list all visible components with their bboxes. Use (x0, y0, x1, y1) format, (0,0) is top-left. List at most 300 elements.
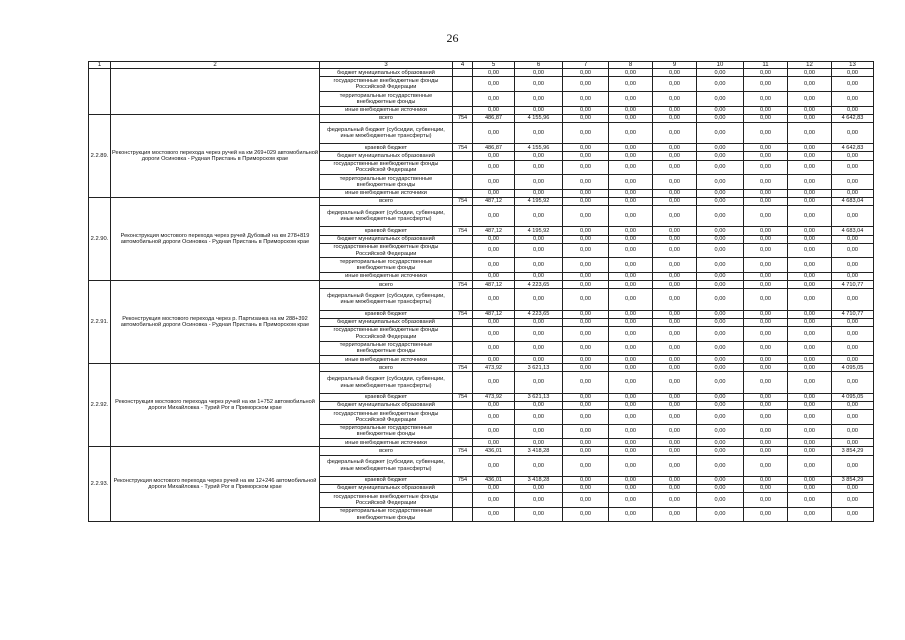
value-cell: 473,92 (473, 364, 515, 372)
category-code-cell (453, 318, 473, 326)
funding-source-cell: всего (320, 114, 453, 122)
category-code-cell: 754 (453, 281, 473, 289)
value-cell: 0,00 (515, 493, 563, 508)
value-cell: 0,00 (653, 326, 697, 341)
value-cell: 0,00 (609, 493, 653, 508)
value-cell: 4 155,96 (515, 114, 563, 122)
funding-source-cell: всего (320, 364, 453, 372)
value-cell: 0,00 (653, 447, 697, 455)
value-cell: 0,00 (563, 401, 609, 409)
value-cell: 0,00 (609, 160, 653, 175)
value-cell: 0,00 (744, 356, 788, 364)
category-code-cell: 754 (453, 144, 473, 152)
item-name-cell (111, 69, 320, 115)
value-cell: 0,00 (697, 424, 744, 439)
value-cell: 0,00 (744, 439, 788, 447)
value-cell: 0,00 (697, 455, 744, 476)
table-row (89, 114, 874, 122)
value-cell: 0,00 (515, 235, 563, 243)
value-cell: 0,00 (609, 476, 653, 484)
funding-source-cell: территориальные государственные внебюджетные фонды (320, 258, 453, 273)
value-cell: 0,00 (473, 424, 515, 439)
item-name-cell: Реконструкция мостового перехода через ручей на км 269+029 автомобильной дороги Осиновка - Рудная Пристань в Приморском крае (111, 114, 320, 197)
item-code-cell (89, 69, 111, 115)
value-cell: 0,00 (563, 455, 609, 476)
value-cell: 0,00 (563, 189, 609, 197)
item-code-cell: 2.2.92. (89, 364, 111, 447)
value-cell: 0,00 (788, 206, 832, 227)
value-cell: 0,00 (609, 409, 653, 424)
value-cell: 0,00 (697, 206, 744, 227)
value-cell: 0,00 (609, 206, 653, 227)
value-cell: 0,00 (473, 273, 515, 281)
value-cell: 0,00 (788, 106, 832, 114)
value-cell: 0,00 (744, 507, 788, 522)
funding-source-cell: государственные внебюджетные фонды Российской Федерации (320, 160, 453, 175)
value-cell: 0,00 (697, 69, 744, 77)
value-cell: 0,00 (563, 493, 609, 508)
value-cell: 0,00 (788, 476, 832, 484)
value-cell: 0,00 (609, 310, 653, 318)
value-cell: 0,00 (744, 493, 788, 508)
value-cell: 473,92 (473, 393, 515, 401)
category-code-cell (453, 122, 473, 143)
value-cell: 0,00 (832, 455, 874, 476)
value-cell: 0,00 (788, 341, 832, 356)
value-cell: 0,00 (515, 122, 563, 143)
header-row (89, 62, 874, 69)
value-cell: 0,00 (473, 455, 515, 476)
value-cell: 0,00 (788, 198, 832, 206)
value-cell: 0,00 (697, 198, 744, 206)
value-cell: 0,00 (832, 409, 874, 424)
value-cell: 0,00 (515, 424, 563, 439)
value-cell: 0,00 (609, 455, 653, 476)
value-cell: 0,00 (473, 175, 515, 190)
category-code-cell (453, 485, 473, 493)
value-cell: 0,00 (609, 69, 653, 77)
header-cell: 13 (832, 62, 874, 69)
value-cell: 0,00 (515, 289, 563, 310)
value-cell: 0,00 (473, 356, 515, 364)
value-cell: 0,00 (653, 152, 697, 160)
value-cell: 0,00 (832, 106, 874, 114)
value-cell: 0,00 (609, 364, 653, 372)
value-cell: 0,00 (744, 310, 788, 318)
value-cell: 0,00 (697, 476, 744, 484)
value-cell: 0,00 (563, 326, 609, 341)
item-name-cell: Реконструкция мостового перехода через р. Партизанка на км 288+392 автомобильной дороги Осиновка - Рудная Пристань в Приморском крае (111, 281, 320, 364)
value-cell: 0,00 (744, 160, 788, 175)
value-cell: 0,00 (563, 372, 609, 393)
value-cell: 0,00 (563, 122, 609, 143)
value-cell: 0,00 (653, 189, 697, 197)
value-cell: 0,00 (609, 77, 653, 92)
category-code-cell: 754 (453, 447, 473, 455)
value-cell: 0,00 (697, 447, 744, 455)
value-cell: 0,00 (609, 189, 653, 197)
value-cell: 0,00 (473, 235, 515, 243)
value-cell: 4 710,77 (832, 281, 874, 289)
value-cell: 0,00 (609, 326, 653, 341)
value-cell: 0,00 (697, 106, 744, 114)
value-cell: 0,00 (788, 439, 832, 447)
category-code-cell (453, 206, 473, 227)
category-code-cell: 754 (453, 364, 473, 372)
value-cell: 0,00 (832, 356, 874, 364)
category-code-cell: 754 (453, 227, 473, 235)
funding-source-cell: иные внебюджетные источники (320, 106, 453, 114)
value-cell: 0,00 (515, 69, 563, 77)
value-cell: 0,00 (609, 401, 653, 409)
value-cell: 3 854,29 (832, 447, 874, 455)
value-cell: 0,00 (609, 393, 653, 401)
value-cell: 0,00 (832, 92, 874, 107)
value-cell: 0,00 (744, 175, 788, 190)
value-cell: 0,00 (744, 455, 788, 476)
value-cell: 0,00 (832, 152, 874, 160)
value-cell: 0,00 (744, 281, 788, 289)
value-cell: 0,00 (473, 289, 515, 310)
value-cell: 0,00 (515, 372, 563, 393)
funding-source-cell: федеральный бюджет (субсидии, субвенции, иные межбюджетные трансферты) (320, 122, 453, 143)
value-cell: 0,00 (473, 243, 515, 258)
funding-source-cell: федеральный бюджет (субсидии, субвенции, иные межбюджетные трансферты) (320, 289, 453, 310)
value-cell: 0,00 (515, 77, 563, 92)
value-cell: 0,00 (609, 235, 653, 243)
value-cell: 0,00 (653, 424, 697, 439)
value-cell: 436,01 (473, 476, 515, 484)
value-cell: 0,00 (832, 235, 874, 243)
value-cell: 0,00 (744, 401, 788, 409)
value-cell: 0,00 (609, 507, 653, 522)
value-cell: 486,87 (473, 114, 515, 122)
value-cell: 0,00 (697, 258, 744, 273)
value-cell: 0,00 (788, 122, 832, 143)
item-code-cell: 2.2.89. (89, 114, 111, 197)
value-cell: 0,00 (473, 69, 515, 77)
value-cell: 0,00 (609, 175, 653, 190)
value-cell: 0,00 (653, 372, 697, 393)
value-cell: 0,00 (832, 175, 874, 190)
value-cell: 0,00 (697, 401, 744, 409)
category-code-cell (453, 372, 473, 393)
value-cell: 0,00 (744, 69, 788, 77)
value-cell: 0,00 (563, 206, 609, 227)
funding-source-cell: бюджет муниципальных образований (320, 235, 453, 243)
value-cell: 0,00 (697, 485, 744, 493)
value-cell: 0,00 (788, 160, 832, 175)
value-cell: 0,00 (653, 243, 697, 258)
category-code-cell (453, 356, 473, 364)
value-cell: 0,00 (653, 281, 697, 289)
value-cell: 0,00 (563, 424, 609, 439)
value-cell: 0,00 (788, 401, 832, 409)
value-cell: 0,00 (515, 401, 563, 409)
table-row (89, 69, 874, 77)
value-cell: 0,00 (609, 198, 653, 206)
value-cell: 0,00 (515, 258, 563, 273)
value-cell: 0,00 (788, 273, 832, 281)
value-cell: 436,01 (473, 447, 515, 455)
value-cell: 0,00 (653, 144, 697, 152)
category-code-cell (453, 273, 473, 281)
value-cell: 0,00 (515, 455, 563, 476)
value-cell: 0,00 (563, 281, 609, 289)
value-cell: 0,00 (609, 122, 653, 143)
value-cell: 0,00 (609, 318, 653, 326)
value-cell: 0,00 (788, 455, 832, 476)
header-cell: 11 (744, 62, 788, 69)
value-cell: 0,00 (697, 160, 744, 175)
category-code-cell: 754 (453, 310, 473, 318)
value-cell: 0,00 (832, 341, 874, 356)
value-cell: 0,00 (788, 227, 832, 235)
value-cell: 0,00 (697, 273, 744, 281)
value-cell: 0,00 (473, 106, 515, 114)
value-cell: 4 683,04 (832, 198, 874, 206)
category-code-cell (453, 175, 473, 190)
value-cell: 0,00 (609, 273, 653, 281)
value-cell: 0,00 (744, 243, 788, 258)
value-cell: 0,00 (653, 310, 697, 318)
value-cell: 3 621,13 (515, 364, 563, 372)
funding-source-cell: бюджет муниципальных образований (320, 485, 453, 493)
value-cell: 0,00 (653, 77, 697, 92)
value-cell: 487,12 (473, 281, 515, 289)
value-cell: 0,00 (832, 401, 874, 409)
value-cell: 0,00 (653, 69, 697, 77)
value-cell: 0,00 (563, 364, 609, 372)
category-code-cell (453, 92, 473, 107)
value-cell: 0,00 (744, 152, 788, 160)
value-cell: 0,00 (744, 235, 788, 243)
value-cell: 0,00 (788, 281, 832, 289)
category-code-cell (453, 401, 473, 409)
value-cell: 0,00 (515, 152, 563, 160)
value-cell: 0,00 (473, 152, 515, 160)
value-cell: 0,00 (563, 409, 609, 424)
value-cell: 0,00 (515, 507, 563, 522)
value-cell: 0,00 (653, 198, 697, 206)
header-cell: 12 (788, 62, 832, 69)
value-cell: 0,00 (563, 152, 609, 160)
value-cell: 0,00 (832, 424, 874, 439)
funding-source-cell: территориальные государственные внебюджетные фонды (320, 341, 453, 356)
value-cell: 0,00 (563, 160, 609, 175)
value-cell: 0,00 (563, 77, 609, 92)
table-row (89, 281, 874, 289)
value-cell: 0,00 (653, 206, 697, 227)
value-cell: 0,00 (515, 175, 563, 190)
value-cell: 4 195,92 (515, 198, 563, 206)
value-cell: 0,00 (832, 289, 874, 310)
category-code-cell (453, 258, 473, 273)
funding-source-cell: государственные внебюджетные фонды Российской Федерации (320, 326, 453, 341)
value-cell: 0,00 (832, 160, 874, 175)
funding-source-cell: государственные внебюджетные фонды Российской Федерации (320, 77, 453, 92)
value-cell: 0,00 (697, 92, 744, 107)
value-cell: 4 642,83 (832, 144, 874, 152)
value-cell: 0,00 (744, 92, 788, 107)
value-cell: 0,00 (697, 341, 744, 356)
category-code-cell: 754 (453, 198, 473, 206)
category-code-cell (453, 77, 473, 92)
value-cell: 0,00 (697, 507, 744, 522)
value-cell: 0,00 (697, 77, 744, 92)
funding-source-cell: бюджет муниципальных образований (320, 69, 453, 77)
value-cell: 0,00 (563, 310, 609, 318)
category-code-cell (453, 424, 473, 439)
value-cell: 0,00 (744, 318, 788, 326)
value-cell: 0,00 (744, 198, 788, 206)
value-cell: 0,00 (788, 175, 832, 190)
value-cell: 0,00 (832, 243, 874, 258)
value-cell: 0,00 (653, 318, 697, 326)
value-cell: 0,00 (653, 114, 697, 122)
value-cell: 0,00 (653, 175, 697, 190)
value-cell: 0,00 (697, 318, 744, 326)
value-cell: 0,00 (788, 485, 832, 493)
table-row (89, 364, 874, 372)
value-cell: 0,00 (515, 160, 563, 175)
value-cell: 0,00 (697, 175, 744, 190)
value-cell: 0,00 (473, 160, 515, 175)
value-cell: 0,00 (653, 122, 697, 143)
funding-source-cell: территориальные государственные внебюджетные фонды (320, 424, 453, 439)
value-cell: 0,00 (832, 318, 874, 326)
value-cell: 0,00 (609, 341, 653, 356)
value-cell: 0,00 (697, 289, 744, 310)
value-cell: 0,00 (832, 439, 874, 447)
value-cell: 0,00 (515, 92, 563, 107)
value-cell: 0,00 (563, 393, 609, 401)
value-cell: 0,00 (473, 341, 515, 356)
funding-source-cell: краевой бюджет (320, 227, 453, 235)
value-cell: 0,00 (744, 227, 788, 235)
category-code-cell (453, 439, 473, 447)
value-cell: 0,00 (788, 92, 832, 107)
value-cell: 0,00 (788, 189, 832, 197)
category-code-cell: 754 (453, 476, 473, 484)
value-cell: 0,00 (563, 318, 609, 326)
value-cell: 0,00 (473, 258, 515, 273)
value-cell: 0,00 (653, 356, 697, 364)
item-code-cell: 2.2.91. (89, 281, 111, 364)
value-cell: 0,00 (697, 364, 744, 372)
value-cell: 0,00 (788, 326, 832, 341)
value-cell: 0,00 (609, 289, 653, 310)
value-cell: 4 683,04 (832, 227, 874, 235)
value-cell: 0,00 (609, 114, 653, 122)
value-cell: 0,00 (697, 189, 744, 197)
value-cell: 0,00 (697, 310, 744, 318)
funding-source-cell: территориальные государственные внебюджетные фонды (320, 175, 453, 190)
value-cell: 0,00 (697, 326, 744, 341)
value-cell: 0,00 (473, 122, 515, 143)
category-code-cell: 754 (453, 114, 473, 122)
header-cell: 6 (515, 62, 563, 69)
value-cell: 0,00 (473, 318, 515, 326)
value-cell: 0,00 (788, 289, 832, 310)
value-cell: 0,00 (744, 409, 788, 424)
value-cell: 0,00 (653, 258, 697, 273)
category-code-cell (453, 69, 473, 77)
value-cell: 0,00 (473, 485, 515, 493)
value-cell: 0,00 (832, 372, 874, 393)
value-cell: 0,00 (744, 476, 788, 484)
value-cell: 0,00 (744, 447, 788, 455)
value-cell: 0,00 (697, 372, 744, 393)
value-cell: 0,00 (788, 393, 832, 401)
value-cell: 0,00 (563, 235, 609, 243)
value-cell: 0,00 (744, 114, 788, 122)
value-cell: 0,00 (515, 356, 563, 364)
value-cell: 0,00 (609, 152, 653, 160)
value-cell: 0,00 (609, 106, 653, 114)
value-cell: 0,00 (563, 507, 609, 522)
value-cell: 0,00 (563, 69, 609, 77)
value-cell: 0,00 (563, 114, 609, 122)
value-cell: 0,00 (832, 69, 874, 77)
category-code-cell (453, 235, 473, 243)
item-name-cell: Реконструкция мостового перехода через ручей на км 12+246 автомобильной дороги Михайловка - Турий Рог в Приморском крае (111, 447, 320, 522)
value-cell: 0,00 (653, 476, 697, 484)
category-code-cell (453, 507, 473, 522)
value-cell: 0,00 (609, 424, 653, 439)
value-cell: 0,00 (515, 243, 563, 258)
value-cell: 0,00 (515, 341, 563, 356)
value-cell: 0,00 (473, 92, 515, 107)
value-cell: 0,00 (697, 409, 744, 424)
category-code-cell: 754 (453, 393, 473, 401)
funding-source-cell: государственные внебюджетные фонды Российской Федерации (320, 243, 453, 258)
value-cell: 0,00 (609, 92, 653, 107)
category-code-cell (453, 189, 473, 197)
value-cell: 0,00 (515, 485, 563, 493)
category-code-cell (453, 409, 473, 424)
value-cell: 0,00 (473, 507, 515, 522)
value-cell: 0,00 (653, 289, 697, 310)
category-code-cell (453, 106, 473, 114)
value-cell: 0,00 (653, 235, 697, 243)
value-cell: 0,00 (744, 273, 788, 281)
value-cell: 0,00 (473, 189, 515, 197)
value-cell: 0,00 (697, 227, 744, 235)
value-cell: 0,00 (563, 227, 609, 235)
value-cell: 0,00 (653, 341, 697, 356)
category-code-cell (453, 493, 473, 508)
header-cell: 9 (653, 62, 697, 69)
value-cell: 0,00 (832, 507, 874, 522)
value-cell: 487,12 (473, 198, 515, 206)
value-cell: 0,00 (788, 258, 832, 273)
value-cell: 0,00 (473, 326, 515, 341)
value-cell: 4 223,65 (515, 310, 563, 318)
funding-source-cell: территориальные государственные внебюджетные фонды (320, 92, 453, 107)
value-cell: 0,00 (832, 273, 874, 281)
funding-source-cell: бюджет муниципальных образований (320, 318, 453, 326)
value-cell: 0,00 (609, 144, 653, 152)
value-cell: 0,00 (563, 243, 609, 258)
value-cell: 0,00 (563, 92, 609, 107)
item-name-cell: Реконструкция мостового перехода через ручей на км 1+752 автомобильной дороги Михайловка - Турий Рог в Приморском крае (111, 364, 320, 447)
funding-source-cell: краевой бюджет (320, 393, 453, 401)
value-cell: 0,00 (563, 106, 609, 114)
value-cell: 0,00 (744, 485, 788, 493)
value-cell: 0,00 (515, 318, 563, 326)
value-cell: 486,87 (473, 144, 515, 152)
